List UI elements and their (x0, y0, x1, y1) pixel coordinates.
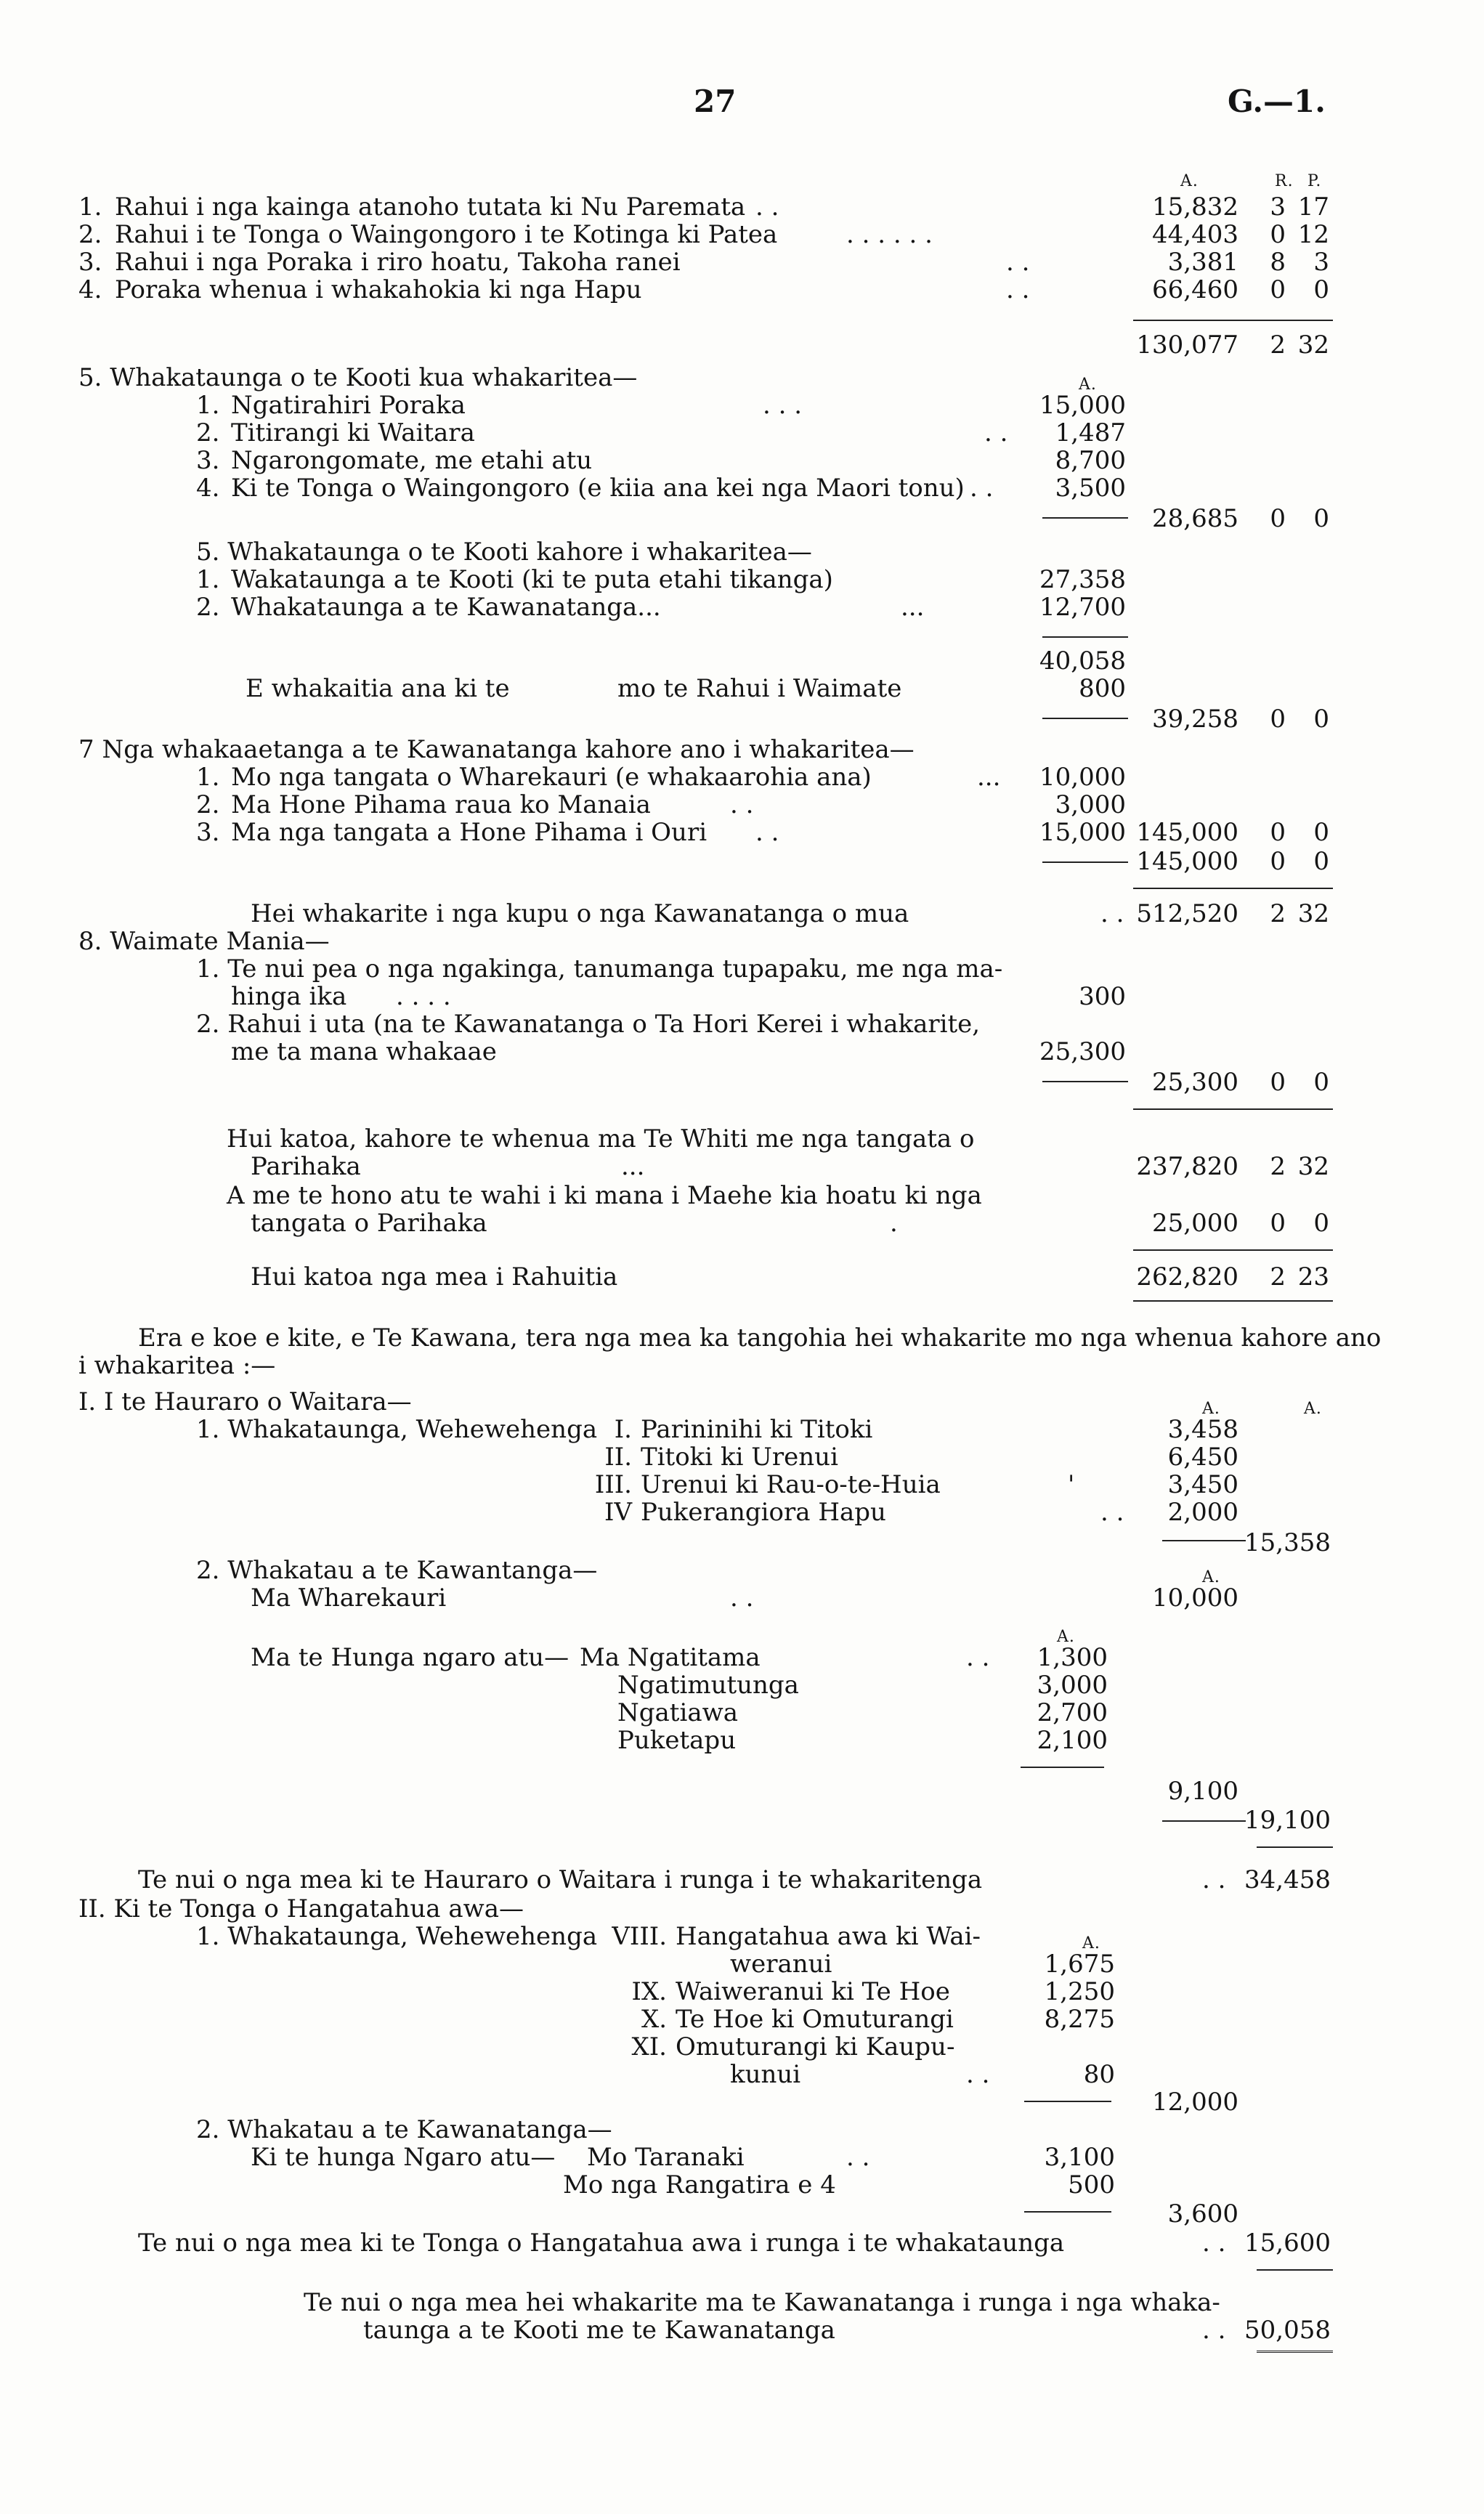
rule (1024, 2101, 1111, 2102)
section-heading: 5. Whakataunga o te Kooti kua whakaritea— (78, 363, 638, 392)
rule (1257, 2269, 1333, 2271)
summary-roods: 2 (1270, 1152, 1286, 1181)
rule (1162, 1820, 1246, 1822)
rule (1133, 1300, 1333, 1302)
col-head-acres: A. (1082, 1934, 1100, 1953)
dots: . . (1202, 2229, 1226, 2258)
col-head-acres: A. (1202, 1568, 1220, 1586)
part-total-label: Te nui o nga mea ki te Tonga o Hangatahua awa i runga i te whakataunga (138, 2229, 1065, 2258)
hunga-prefix: Ki te hunga Ngaro atu— (251, 2143, 556, 2172)
rule (1021, 1767, 1104, 1768)
total-reserved-label: Hui katoa nga mea i Rahuitia (251, 1262, 618, 1292)
section-total-roods: 0 (1270, 504, 1286, 533)
section-total-roods: 0 (1270, 847, 1286, 876)
section-total-acres: 25,300 (1152, 1068, 1238, 1097)
dots: . . (1100, 899, 1124, 928)
section-total-perches: 0 (1313, 1068, 1329, 1097)
part-total-value: 34,458 (1244, 1865, 1331, 1894)
double-rule (1257, 2351, 1333, 2355)
subsection-label: 2. Whakatau a te Kawanatanga— (196, 2115, 612, 2144)
subsection-total: 15,358 (1244, 1528, 1331, 1557)
section-heading: 7 Nga whakaaetanga a te Kawanatanga kahore ano i whakaritea— (78, 735, 915, 764)
addition-label: tangata o Parihaka (251, 1209, 487, 1238)
col-head-acres: A. (1202, 1400, 1220, 1418)
section-total-perches: 0 (1313, 504, 1329, 533)
col-head-acres: A. (1057, 1628, 1075, 1646)
total-roods: 2 (1270, 331, 1286, 360)
subsection-label: 1. Whakataunga, Wehewehenga (196, 1922, 598, 1951)
hunga-total: 9,100 (1167, 1777, 1238, 1806)
rule (1042, 861, 1128, 863)
section-total-perches: 0 (1313, 705, 1329, 734)
rule (1042, 718, 1128, 719)
rule (1133, 888, 1333, 889)
part-heading: II. Ki te Tonga o Hangatahua awa— (78, 1894, 524, 1923)
summary-label: Parihaka (251, 1152, 361, 1181)
wharekauri-label: Ma Wharekauri (251, 1584, 447, 1613)
total-reserved-roods: 2 (1270, 1262, 1286, 1292)
subsection-total: 12,000 (1152, 2088, 1238, 2117)
addition-perches: 0 (1313, 1209, 1329, 1238)
list-item-continued: hinga ika (231, 982, 347, 1011)
addition-acres: 25,000 (1152, 1209, 1238, 1238)
section-heading: 5. Whakataunga o te Kooti kahore i whakaritea— (196, 538, 812, 567)
col-head-acres: A. (1304, 1400, 1322, 1418)
total-acres: 130,077 (1136, 331, 1238, 360)
section-heading: 8. Waimate Mania— (78, 927, 330, 956)
final-total-value: 50,058 (1244, 2316, 1331, 2345)
grand-subtotal-roods: 2 (1270, 899, 1286, 928)
rule (1133, 1249, 1333, 1251)
hunga-prefix: Ma te Hunga ngaro atu— (251, 1643, 569, 1672)
grand-subtotal-acres: 512,520 (1136, 899, 1238, 928)
subsection-total: 19,100 (1244, 1806, 1331, 1835)
list-item: 1. Te nui pea o nga ngakinga, tanumanga tupapaku, me nga ma- (196, 954, 1003, 984)
document-reference: G.—1. (1228, 84, 1326, 119)
dots: . . (1202, 2316, 1226, 2345)
rule (1133, 320, 1333, 321)
rule (1133, 1108, 1333, 1110)
item-value: 300 (1079, 982, 1126, 1011)
paragraph-line: i whakaritea :— (78, 1351, 276, 1380)
section-total-acres: 39,258 (1152, 705, 1238, 734)
page-number: 27 (694, 84, 737, 119)
section-total-roods: 0 (1270, 1068, 1286, 1097)
subtotal: 40,058 (1039, 646, 1126, 676)
part-heading: I. I te Hauraro o Waitara— (78, 1387, 412, 1416)
rule (1162, 1540, 1246, 1541)
dots: . . (730, 1584, 754, 1613)
rule (1257, 1846, 1333, 1848)
list-item: 2. Rahui i uta (na te Kawanatanga o Ta Hori Kerei i whakarite, (196, 1010, 981, 1039)
section-total-roods: 0 (1270, 705, 1286, 734)
dots: ... (621, 1152, 645, 1181)
item-value: 25,300 (1039, 1037, 1126, 1066)
grand-subtotal-label: Hei whakarite i nga kupu o nga Kawanatanga o mua (251, 899, 909, 928)
section-total-perches: 0 (1313, 847, 1329, 876)
summary-label: Hui katoa, kahore te whenua ma Te Whiti me nga tangata o (227, 1124, 975, 1153)
dots: . (890, 1209, 898, 1238)
deduction-label: mo te Rahui i Waimate (617, 674, 902, 703)
subsection-label: 1. Whakataunga, Wehewehenga (196, 1415, 598, 1444)
col-head-roods: R. (1275, 172, 1294, 190)
paragraph-line: Era e koe e kite, e Te Kawana, tera nga mea ka tangohia hei whakarite mo nga whenua kahore ano (138, 1323, 1382, 1353)
addition-roods: 0 (1270, 1209, 1286, 1238)
summary-acres: 237,820 (1136, 1152, 1238, 1181)
summary-perches: 32 (1297, 1152, 1329, 1181)
final-total-label: taunga a te Kooti me te Kawanatanga (363, 2316, 835, 2345)
col-head-acres: A. (1180, 172, 1199, 190)
rule (1042, 1081, 1128, 1082)
section-total-acres: 145,000 (1136, 847, 1238, 876)
dots: . . . . (396, 982, 451, 1011)
deduction-label: E whakaitia ana ki te (246, 674, 510, 703)
col-head-acres: A. (1079, 376, 1097, 394)
subsection-label: 2. Whakatau a te Kawantanga— (196, 1556, 598, 1585)
wharekauri-value: 10,000 (1152, 1584, 1238, 1613)
addition-label: A me te hono atu te wahi i ki mana i Maehe kia hoatu ki nga (227, 1181, 982, 1210)
rule (1042, 517, 1128, 519)
final-total-label: Te nui o nga mea hei whakarite ma te Kawanatanga i runga i nga whaka- (304, 2288, 1220, 2317)
total-perches: 32 (1297, 331, 1329, 360)
list-item-continued: me ta mana whakaae (231, 1037, 497, 1066)
rule (1024, 2211, 1111, 2213)
total-reserved-perches: 23 (1297, 1262, 1329, 1292)
part-total-value: 15,600 (1244, 2229, 1331, 2258)
part-total-label: Te nui o nga mea ki te Hauraro o Waitara i runga i te whakaritenga (138, 1865, 983, 1894)
col-head-perches: P. (1307, 172, 1322, 190)
subsection-total: 3,600 (1167, 2199, 1238, 2229)
dots: . . (1202, 1865, 1226, 1894)
rule (1042, 636, 1128, 638)
deduction-value: 800 (1079, 674, 1126, 703)
total-reserved-acres: 262,820 (1136, 1262, 1238, 1292)
grand-subtotal-perches: 32 (1297, 899, 1329, 928)
section-total-acres: 28,685 (1152, 504, 1238, 533)
